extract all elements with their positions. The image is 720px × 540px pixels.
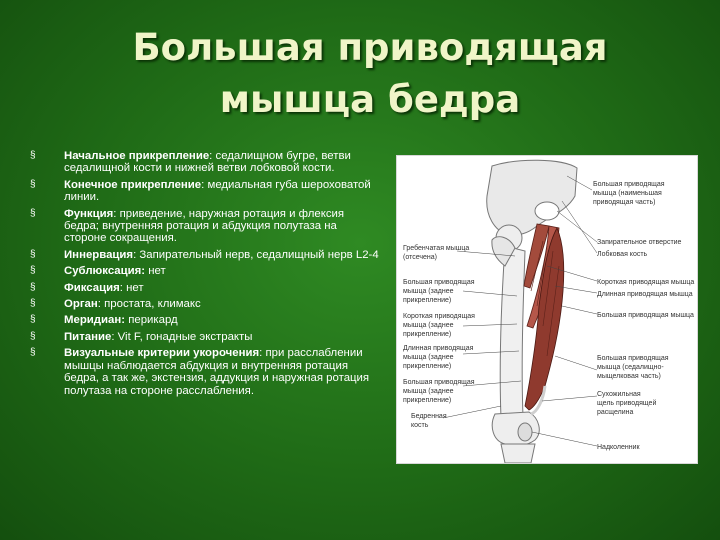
bullet-item bbox=[30, 347, 380, 397]
fig-label: прикрепление) bbox=[403, 363, 452, 370]
fig-label: Сухожильная bbox=[597, 391, 641, 398]
fig-label: щель приводящей bbox=[597, 400, 657, 407]
bullet-sep: : bbox=[133, 248, 137, 261]
bullet-sep: : bbox=[119, 281, 123, 294]
bullet-text: Запирательный нерв, седалищный нерв L2-4 bbox=[136, 248, 379, 261]
bullet-item bbox=[30, 314, 380, 326]
bullet-text: при расслаблении мышцы наблюдается абдукция и внутренняя ротация бедра, а так же, экстензия, аддукция и наружная ротация полутаза на стороне расслабления. bbox=[64, 347, 370, 397]
bullet-key: Сублюксация: bbox=[64, 265, 146, 278]
bullet-marker: § bbox=[30, 298, 36, 310]
fig-label: Надколенник bbox=[597, 444, 640, 451]
fig-label: Гребенчатая мышца bbox=[403, 245, 470, 252]
bullet-text: приведение, наружная ротация и флексия бедра; внутренняя ротация и абдукция полутаза на стороне сокращения. bbox=[64, 207, 345, 245]
femur-condyles bbox=[492, 412, 539, 446]
bullet-sep: : bbox=[113, 207, 117, 220]
fig-label: расщелина bbox=[597, 409, 634, 416]
fig-label: Большая приводящая bbox=[593, 181, 665, 188]
title-line-1: Большая приводящая bbox=[132, 26, 608, 69]
fig-label: мышца (седалищно- bbox=[597, 364, 664, 371]
fig-label: прикрепление) bbox=[403, 297, 452, 304]
labels-left bbox=[403, 244, 475, 429]
fig-label: Лобковая кость bbox=[597, 251, 648, 258]
fig-label: кость bbox=[411, 422, 429, 429]
fig-label: Короткая приводящая bbox=[403, 313, 475, 320]
bullet-key: Питание bbox=[64, 330, 112, 343]
bullet-key: Конечное прикрепление bbox=[64, 178, 202, 191]
bullet-key: Орган bbox=[64, 298, 98, 311]
fig-label: мышца (заднее bbox=[403, 322, 454, 329]
bullet-text: нет bbox=[122, 281, 144, 294]
svg-text:Короткая приводящаямышца (задн bbox=[403, 313, 475, 338]
bullet-sep: : bbox=[259, 347, 263, 360]
bullet-item bbox=[30, 150, 380, 175]
svg-text:Длинная приводящаямышца (задне bbox=[403, 345, 474, 370]
bullet-item bbox=[30, 331, 380, 343]
bullet-sep: : bbox=[209, 150, 213, 162]
fig-label: приводящая часть) bbox=[593, 199, 656, 206]
bullet-text: простата, климакс bbox=[100, 298, 201, 311]
bullet-sep: : bbox=[111, 330, 115, 343]
svg-text:Гребенчатая мышца(отсечена) bbox=[403, 244, 469, 261]
bullet-key: Начальное прикрепление bbox=[64, 150, 210, 162]
fig-label: Большая приводящая мышца bbox=[597, 312, 694, 319]
svg-text:Большая приводящаямышца (седал bbox=[597, 355, 669, 380]
fig-label: прикрепление) bbox=[403, 331, 452, 338]
svg-text:Большая приводящаямышца (задне bbox=[403, 279, 475, 304]
fig-label: мыщелковая часть) bbox=[597, 373, 661, 380]
fig-label: Запирательное отверстие bbox=[597, 239, 682, 246]
bullet-key: Меридиан: bbox=[64, 314, 126, 327]
fig-label: мышца (заднее bbox=[403, 288, 454, 295]
bullet-marker: § bbox=[30, 207, 36, 219]
fig-label: Длинная приводящая мышца bbox=[597, 291, 693, 298]
tibia bbox=[501, 444, 535, 463]
svg-text:Сухожильнаящель приводящейрасщ bbox=[597, 391, 656, 416]
bullet-key: Визуальные критерии укорочения bbox=[64, 347, 260, 360]
labels-right bbox=[593, 181, 694, 451]
svg-text:Большая приводящаямышца (задне bbox=[403, 379, 475, 404]
obturator-foramen bbox=[535, 202, 559, 220]
bullet-text: медиальная губа шероховатой линии. bbox=[64, 178, 371, 204]
fig-label: Большая приводящая bbox=[403, 379, 475, 386]
thigh-muscle-illustration bbox=[397, 156, 697, 463]
bullet-item bbox=[30, 298, 380, 310]
fig-label: (отсечена) bbox=[403, 254, 437, 261]
bullet-key: Фиксация bbox=[64, 281, 120, 294]
bullet-item bbox=[30, 179, 380, 204]
bullet-marker: § bbox=[30, 150, 36, 161]
title-line-2: мышца бедра bbox=[219, 78, 521, 121]
bullet-marker: § bbox=[30, 178, 36, 190]
fig-label: мышца (наименьшая bbox=[593, 190, 662, 197]
bullet-item bbox=[30, 282, 380, 294]
anatomy-figure bbox=[396, 155, 698, 464]
pelvis-shape bbox=[487, 160, 577, 234]
fig-label: Большая приводящая bbox=[403, 279, 475, 286]
bullet-item bbox=[30, 265, 380, 277]
slide-title bbox=[60, 22, 680, 126]
fig-label: мышца (заднее bbox=[403, 354, 454, 361]
bullet-marker: § bbox=[30, 265, 36, 277]
fig-label: прикрепление) bbox=[403, 397, 452, 404]
svg-text:Бедреннаякость bbox=[411, 413, 447, 429]
bullet-item bbox=[30, 249, 380, 261]
fig-label: Бедренная bbox=[411, 413, 447, 420]
bullet-marker: § bbox=[30, 330, 36, 342]
bullet-text: перикард bbox=[125, 314, 178, 327]
bullet-text: седалищном бугре, ветви седалищной кости и нижней ветви лобковой кости. bbox=[64, 150, 351, 175]
bullet-list bbox=[30, 150, 380, 401]
bullet-text: нет bbox=[145, 265, 166, 278]
fig-label: Короткая приводящая мышца bbox=[597, 279, 695, 286]
bullet-key: Функция bbox=[64, 207, 114, 220]
svg-text:Большая приводящаямышца (наиме bbox=[593, 181, 665, 206]
bullet-marker: § bbox=[30, 314, 36, 326]
fig-label: мышца (заднее bbox=[403, 388, 454, 395]
fig-label: Длинная приводящая bbox=[403, 345, 474, 352]
bullet-sep: : bbox=[97, 298, 101, 311]
bullet-item bbox=[30, 208, 380, 245]
patella bbox=[518, 423, 532, 441]
bullet-key: Иннервация bbox=[64, 248, 134, 261]
bullet-sep: : bbox=[201, 178, 205, 191]
fig-label: Большая приводящая bbox=[597, 355, 669, 362]
femur-shaft bbox=[500, 246, 525, 418]
bullet-text: Vit F, гонадные экстракты bbox=[114, 330, 253, 343]
bullet-marker: § bbox=[30, 347, 36, 359]
bullet-marker: § bbox=[30, 248, 36, 260]
bullet-marker: § bbox=[30, 281, 36, 293]
